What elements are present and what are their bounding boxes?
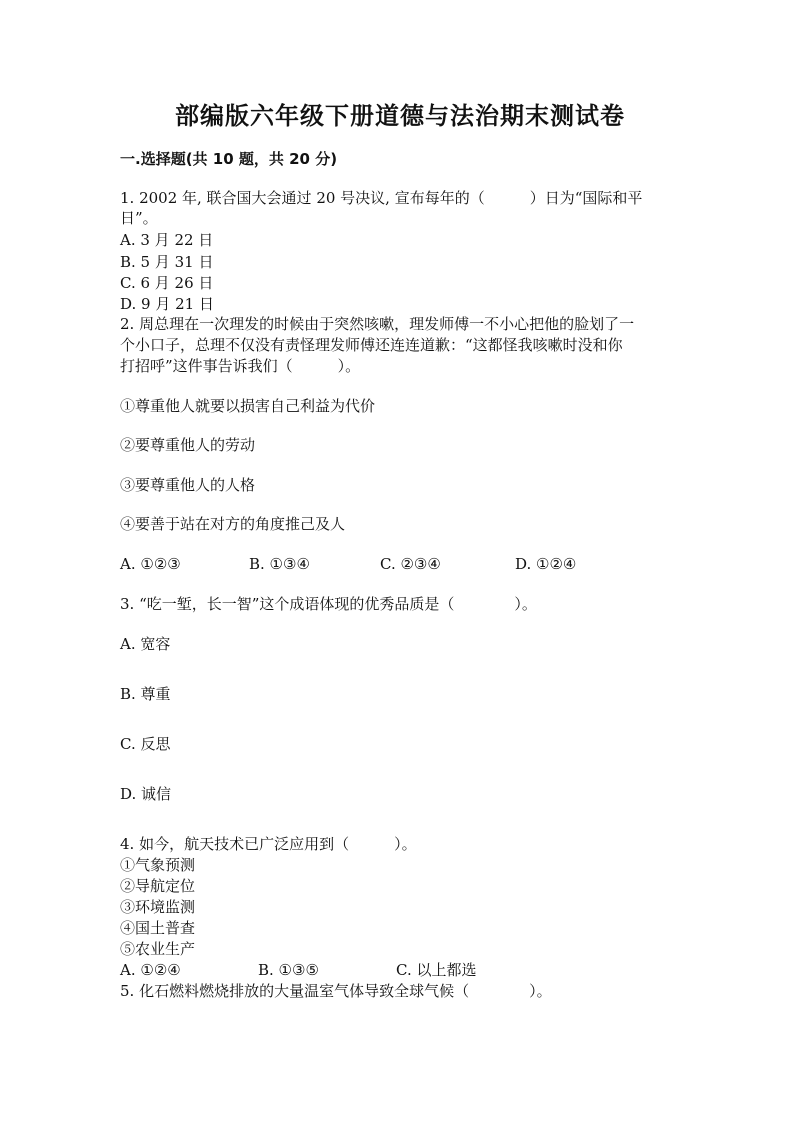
- q4-statement-5: ⑤农业生产: [120, 940, 196, 958]
- q2-statement-2: ②要尊重他人的劳动: [120, 436, 256, 454]
- q2-statement-4: ④要善于站在对方的角度推己及人: [120, 515, 346, 533]
- q4-statement-3: ③环境监测: [120, 898, 196, 916]
- q5-stem: 5. 化石燃料燃烧排放的大量温室气体导致全球气候（ ）。: [120, 982, 552, 1000]
- q1-option-a: A. 3 月 22 日: [120, 231, 214, 249]
- q3-stem: 3. “吃一堑，长一智”这个成语体现的优秀品质是（ ）。: [120, 595, 537, 613]
- q2-option-d: D. ①②④: [515, 555, 577, 573]
- q2-statement-3: ③要尊重他人的人格: [120, 476, 256, 494]
- page-title: 部编版六年级下册道德与法治期末测试卷: [175, 102, 625, 130]
- q4-stem: 4. 如今，航天技术已广泛应用到（ ）。: [120, 835, 417, 853]
- q2-stem-line3: 打招呼”这件事告诉我们（ ）。: [120, 357, 361, 375]
- q4-option-b: B. ①③⑤: [258, 961, 319, 979]
- q2-stem-line2: 个小口子，总理不仅没有责怪理发师傅还连连道歉：“这都怪我咳嗽时没和你: [120, 336, 623, 354]
- q2-option-a: A. ①②③: [120, 555, 181, 573]
- q4-statement-2: ②导航定位: [120, 877, 196, 895]
- q4-statement-4: ④国土普查: [120, 919, 196, 937]
- section-heading: 一.选择题(共 10 题，共 20 分): [120, 150, 338, 168]
- q1-stem-line1: 1. 2002 年, 联合国大会通过 20 号决议, 宣布每年的（ ）日为“国际和平: [120, 189, 643, 207]
- q2-option-b: B. ①③④: [249, 555, 310, 573]
- q3-option-c: C. 反思: [120, 735, 171, 753]
- q4-option-a: A. ①②④: [120, 961, 181, 979]
- q1-option-d: D. 9 月 21 日: [120, 295, 214, 313]
- q2-stem-line1: 2. 周总理在一次理发的时候由于突然咳嗽，理发师傅一不小心把他的脸划了一: [120, 315, 635, 333]
- q4-option-c: C. 以上都选: [396, 961, 477, 979]
- q2-option-c: C. ②③④: [380, 555, 441, 573]
- q4-statement-1: ①气象预测: [120, 856, 196, 874]
- q1-option-b: B. 5 月 31 日: [120, 253, 214, 271]
- q3-option-a: A. 宽容: [120, 635, 171, 653]
- q2-statement-1: ①尊重他人就要以损害自己利益为代价: [120, 397, 376, 415]
- q3-option-b: B. 尊重: [120, 685, 171, 703]
- q1-option-c: C. 6 月 26 日: [120, 274, 214, 292]
- q3-option-d: D. 诚信: [120, 785, 172, 803]
- q1-stem-line2: 日”。: [120, 209, 158, 227]
